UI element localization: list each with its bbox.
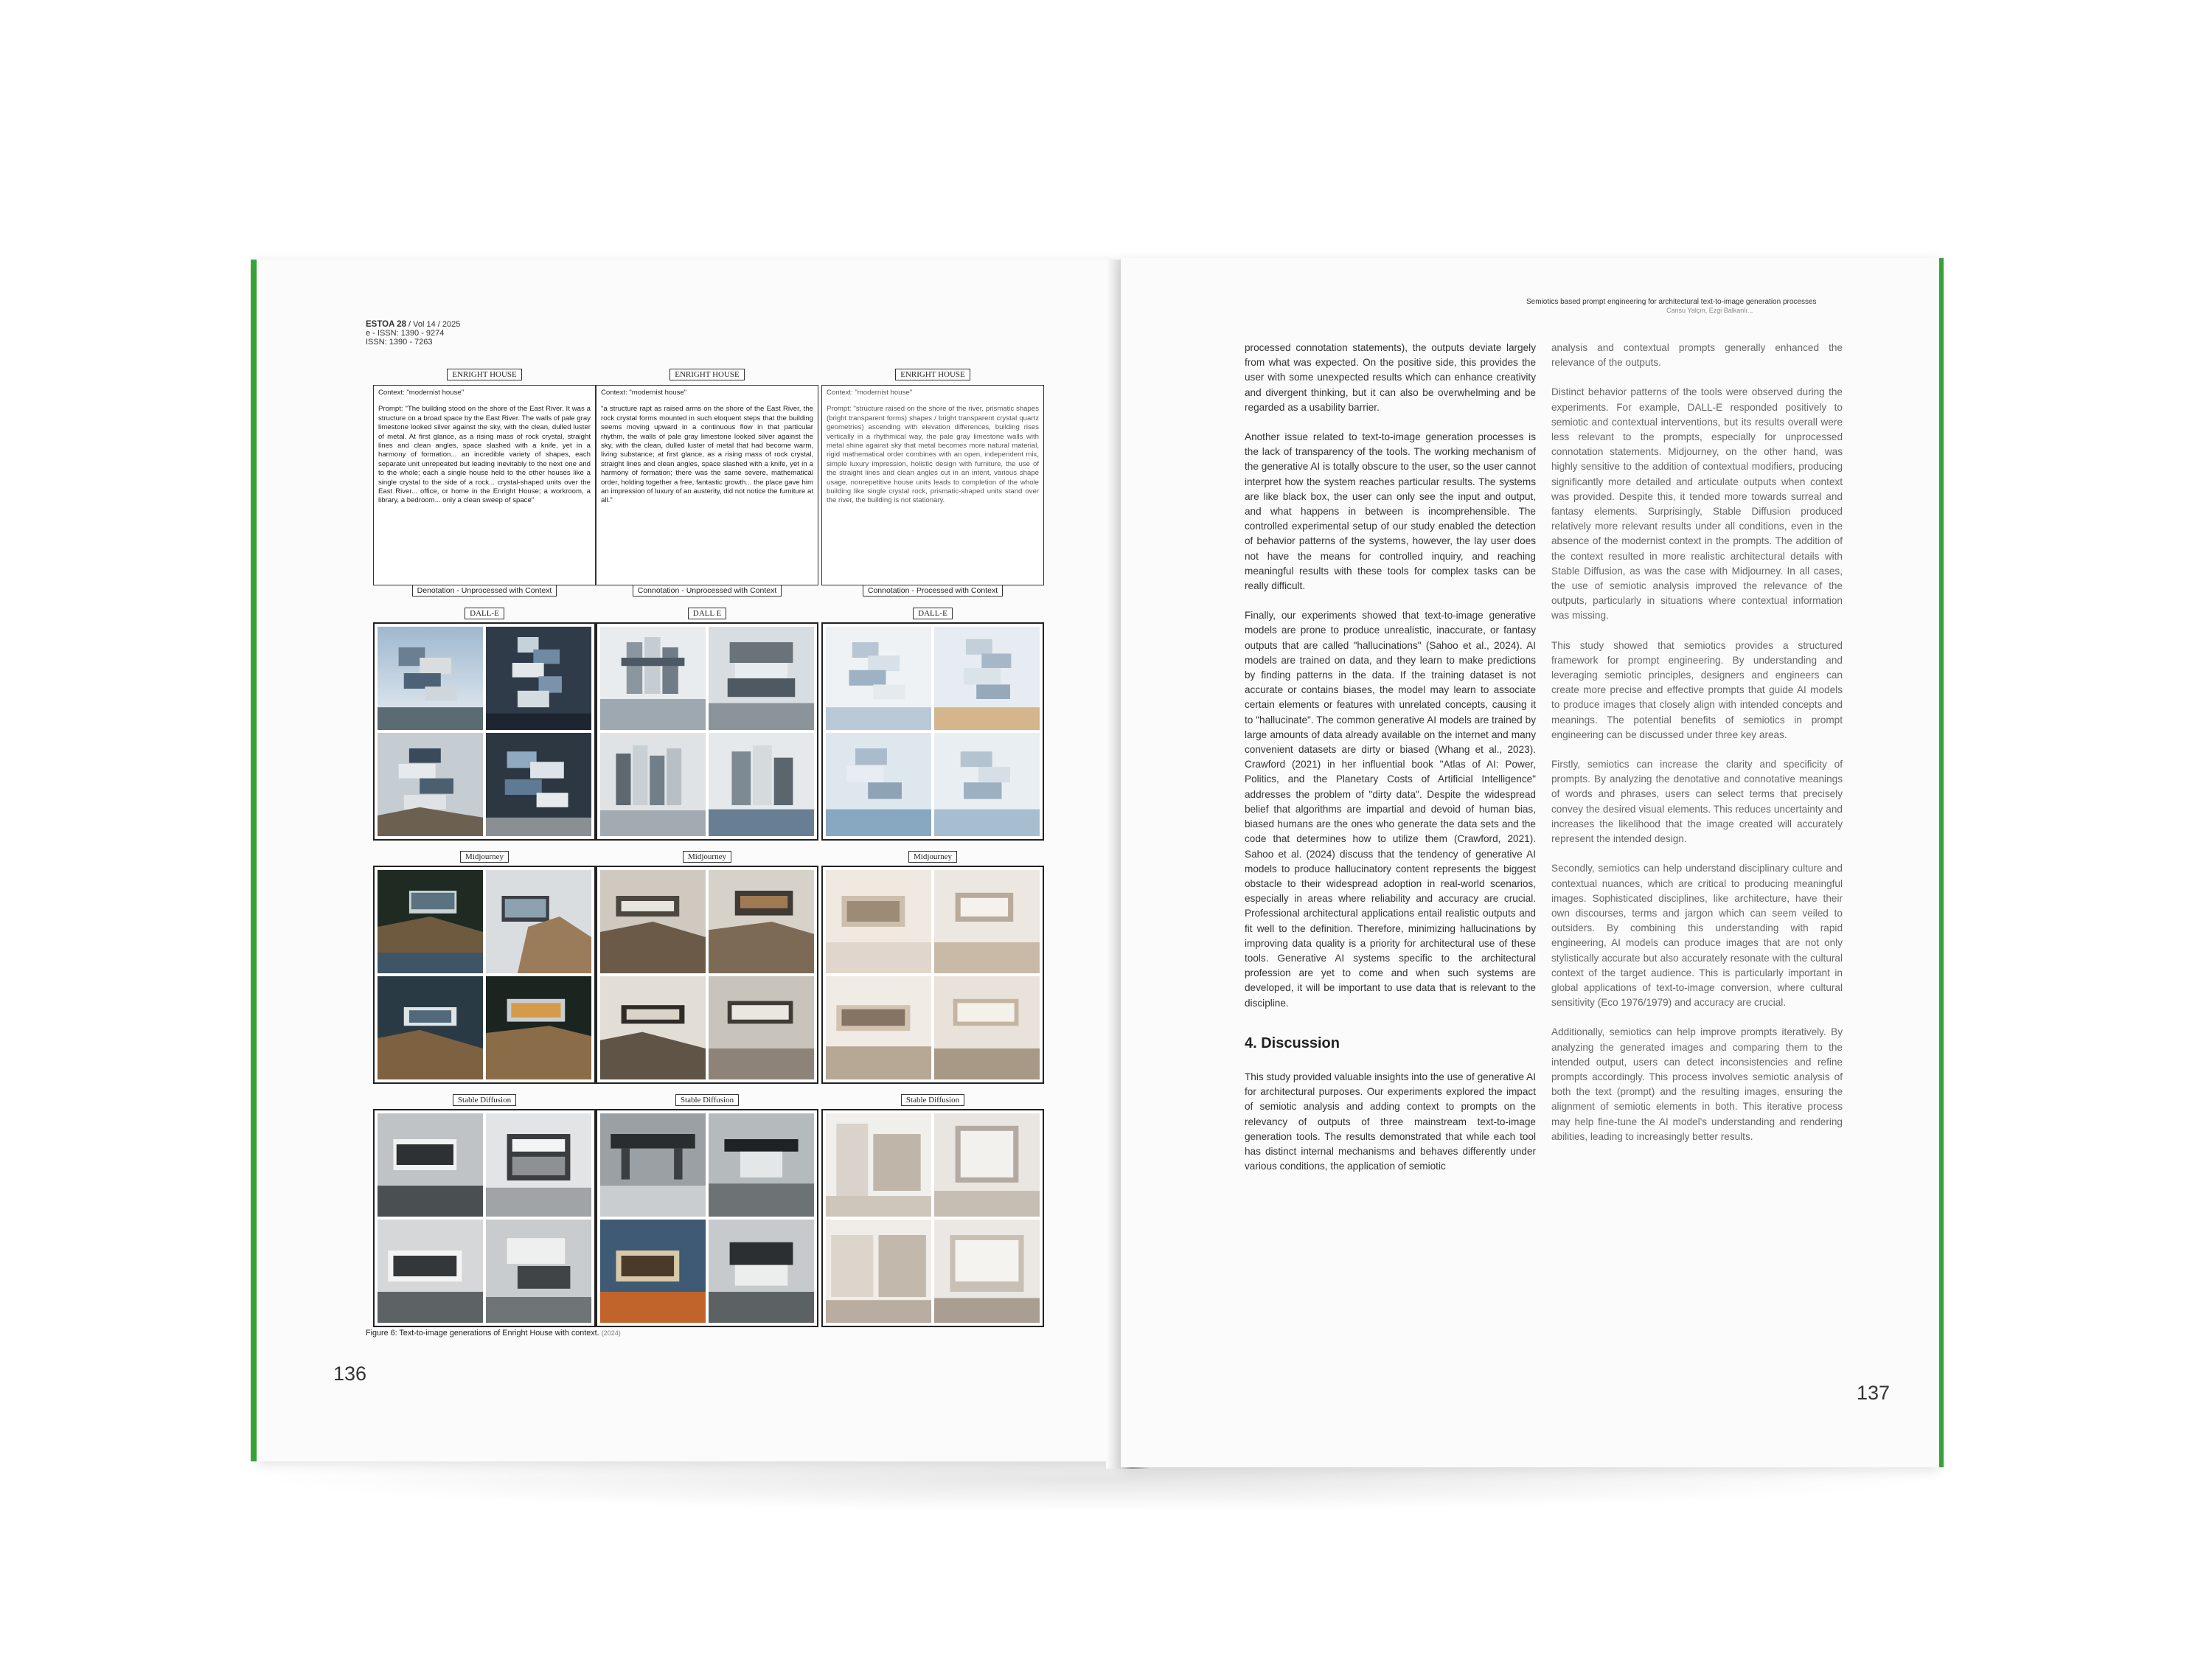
image-grid-stable-diffusion [821, 1109, 1044, 1327]
tool-label-stable-diffusion: Stable Diffusion [901, 1094, 964, 1106]
journal-volume: / Vol 14 / 2025 [406, 320, 461, 329]
condition-label: Connotation - Processed with Context [863, 585, 1003, 597]
generated-image [378, 733, 483, 836]
prompt-text: Prompt: "structure raised on the shore of the river, prismatic shapes (bright transparent forms) shapes / bright transparent crystal quartz geometries) ascending with elevation differences, building rises vertically in a rhythmical way, the pale gray limestone walls with metal shine against sky that metal becomes more natural material, rigid mathematical order combines with an open, independent mix, simple luxury impression, holistic design with furniture, the use of the straight lines and clean angles cut in an intent, various shape usage, nonrepetitive house units leads to completion of the whole building like single crystal rock, prismatic-shaped units stand over the river, the building is not stationary. [827, 405, 1039, 505]
paragraph: processed connotation statements), the outputs deviate largely from what was expected. On the positive side, this provides the user with some unexpected results which can enhance creativity and divergent thinking, but it can also be overwhelming and be regarded as a usability barrier. [1245, 342, 1536, 413]
generated-image [934, 976, 1040, 1079]
generated-image [378, 976, 483, 1079]
paragraph: analysis and contextual prompts generally enhanced the relevance of the outputs. [1551, 342, 1843, 369]
generated-image [826, 1220, 931, 1323]
generated-image [934, 733, 1040, 836]
page-number-left: 136 [333, 1363, 367, 1385]
generated-image [709, 627, 814, 730]
generated-image [826, 870, 931, 973]
generated-image [709, 976, 814, 1079]
generated-image [486, 1113, 591, 1217]
generated-image [600, 1220, 706, 1323]
tool-label-stable-diffusion: Stable Diffusion [453, 1094, 516, 1106]
paragraph: Distinct behavior patterns of the tools were observed during the experiments. For example, DALL-E responded positively to semiotic and contextual interventions, but its results overall were less relevant to the prompts, especially for unprocessed connotation statements. Midjourney, on the other hand, was highly sensitive to the addition of contextual modifiers, producing significantly more detailed and articulate outputs when context was provided. Despite this, it tended more towards surreal and fantasy elements. Surprisingly, Stable Diffusion produced relatively more relevant results under all conditions, even in the absence of the modernist context in the prompts. The addition of the context resulted in more realistic architectural details with Stable Diffusion, as was the case with Midjourney. In all cases, the use of semiotic analysis improved the relevance of the outputs, particularly in situations where contextual information was missing. [1551, 386, 1843, 622]
journal-eissn: e - ISSN: 1390 - 9274 [366, 329, 445, 338]
tool-label-dalle: DALL E [688, 608, 726, 619]
section-heading: 4. Discussion [1245, 1034, 1340, 1051]
condition-label: Denotation - Unprocessed with Context [412, 585, 557, 597]
generated-image [600, 627, 706, 730]
generated-image [934, 627, 1040, 730]
journal-name: ESTOA 28 [366, 320, 406, 329]
generated-image [709, 1113, 814, 1217]
paragraph: Additionally, semiotics can help improve prompts iteratively. By analyzing the generated images and comparing them to the intended output, users can detect inconsistencies and refine prompts accordingly. This process involves semiotic analysis of both the text (prompt) and the resulting images, ensuring the alignment of semiotic elements in both. This iterative process may help fine-tune the AI model's understanding and rendering abilities, leading to increasingly better results. [1551, 1026, 1843, 1142]
text-column-left [1245, 341, 1536, 1189]
right-page [1121, 258, 1939, 1467]
generated-image [709, 733, 814, 836]
tool-label-stable-diffusion: Stable Diffusion [675, 1094, 739, 1106]
generated-image [378, 1220, 483, 1323]
figure-caption-text: Figure 6: Text-to-image generations of Enright House with context. [366, 1329, 599, 1338]
running-subhead: Cansu Yalçın, Ezgi Balkanlı... [1666, 307, 1753, 314]
paragraph: Another issue related to text-to-image generation processes is the lack of transparency of the tools. The working mechanism of the generative AI is totally obscure to the user, so the user cannot interpret how the system reaches particular results. The systems are like black box, the user can only see the input and output, and what happens in between is incomprehensible. The controlled experimental setup of our study enabled the detection of behavior patterns of the systems, however, the lay user does not have the means for controlled inquiry, and reaching meaningful results with these tools for complex tasks can be really difficult. [1245, 431, 1536, 592]
prompt-text: "a structure rapt as raised arms on the shore of the East River, the rock crystal forms mounted in such eloquent steps that the building seems moving upward in a continuous flow in that particular rhythm, the walls of pale gray limestone looked silver against the sky, with the clean, dulled luster of metal that had become warm, living substance; at first glance, as a rising mass of rock crystal, straight lines and clean angles, space slashed with a knife, yet in a harmony of formation; there was the same severe, mathematical order, holding together a free, fantastic growth... the place gave him an impression of luxury of an austerity, did not notice the furniture at all." [601, 405, 813, 505]
generated-image [378, 870, 483, 973]
generated-image [826, 733, 931, 836]
prompt-context: Context: "modernist house" [827, 389, 913, 397]
generated-image [934, 1113, 1040, 1217]
generated-image [378, 627, 483, 730]
figure-column-3 [821, 369, 1044, 1327]
generated-image [826, 1113, 931, 1217]
generated-image [378, 1113, 483, 1217]
prompt-text: Prompt: "The building stood on the shore of the East River. It was a structure on a broad space by the East River. The walls of pale gray limestone looked silver against the sky, with the clean, dulled luster of metal. At first glance, as a rising mass of rock crystal, straight lines and clean angles, space slashed with a knife, yet in a harmony of formation... an incredible variety of shapes, each separate unit unrepeated but leading inevitably to the next one and to the whole; each a single house held to the other houses like a single crystal to the side of a rock... crystal-shaped units over the East River... office, or home in the Enright House; a workroom, a library, a bedroom... only a clean sweep of space" [378, 405, 591, 505]
image-grid-midjourney [596, 866, 818, 1084]
prompt-context: Context: "modernist house" [378, 389, 465, 397]
generated-image [709, 1220, 814, 1323]
generated-image [486, 627, 591, 730]
image-grid-stable-diffusion [596, 1109, 818, 1327]
image-grid-dalle [373, 622, 596, 841]
paragraph: Secondly, semiotics can help understand disciplinary culture and contextual nuances, which are critical to producing meaningful images. Sophisticated disciplines, like architecture, have their own discourses, terms and jargon which can seem veiled to outsiders. By combining this understanding with rapid engineering, AI models can produce images that are not only stylistically accurate but also accurately resonate with the cultural context of the target audience. This is particularly important in global applications of text-to-image conversion, where cultural sensitivity (Eco 1976/1979) and accuracy are crucial. [1551, 863, 1843, 1009]
paragraph: Firstly, semiotics can increase the clarity and specificity of prompts. By analyzing the denotative and connotative meanings of words and phrases, users can select terms that precisely convey the desired visual elements. This reduces uncertainty and increases the likelihood that the image created will accurately represent the intended design. [1551, 759, 1843, 845]
page-number-right: 137 [1857, 1382, 1891, 1404]
generated-image [600, 976, 706, 1079]
generated-image [709, 870, 814, 973]
generated-image [600, 870, 706, 973]
figure-column-1 [373, 369, 596, 1327]
prompt-box [596, 385, 818, 585]
figure-caption-note: (2024) [601, 1329, 621, 1337]
figure-caption [366, 1329, 621, 1338]
left-page [257, 260, 1121, 1461]
running-head: Semiotics based prompt engineering for architectural text-to-image generation processes [1526, 298, 1817, 306]
tool-label-midjourney: Midjourney [460, 851, 509, 863]
image-grid-midjourney [373, 866, 596, 1084]
generated-image [600, 733, 706, 836]
paragraph: This study showed that semiotics provides a structured framework for prompt engineering. By understanding and leveraging semiotic principles, designers and engineers can create more precise and effective prompts that guide AI models to produce images that closely align with intended concepts and meanings. The potential benefits of semiotics in prompt engineering can be discussed under three key areas. [1551, 639, 1843, 740]
text-column-right [1551, 341, 1843, 1159]
column-title: ENRIGHT HOUSE [895, 369, 970, 380]
journal-issn: ISSN: 1390 - 7263 [366, 338, 433, 347]
paragraph: This study provided valuable insights into the use of generative AI for architectural purposes. Our experiments explored the impact of semiotic analysis and adding context to prompts on the relevancy of outputs of three mainstream text-to-image generation tools. The results demonstrated that while each tool has distinct internal mechanisms and behaves differently under various conditions, the application of semiotic [1245, 1071, 1536, 1172]
tool-label-dalle: DALL-E [465, 608, 504, 619]
tool-label-midjourney: Midjourney [908, 851, 957, 863]
generated-image [600, 1113, 706, 1217]
generated-image [486, 870, 591, 973]
journal-info [366, 320, 513, 347]
prompt-box [821, 385, 1044, 585]
image-grid-midjourney [821, 866, 1044, 1084]
generated-image [826, 627, 931, 730]
generated-image [934, 1220, 1040, 1323]
image-grid-dalle [821, 622, 1044, 841]
generated-image [486, 1220, 591, 1323]
generated-image [486, 976, 591, 1079]
column-title: ENRIGHT HOUSE [447, 369, 522, 380]
tool-label-dalle: DALL-E [913, 608, 953, 619]
paragraph: Finally, our experiments showed that text-to-image generative models are prone to produce unrealistic, inaccurate, or fantasy outputs that are called "hallucinations" (Sahoo et al., 2024). AI models are trained on data, and they learn to make predictions by finding patterns in the data. If the training dataset is not accurate or contains biases, the model may learn to associate certain elements or features with unrelated concepts, causing it to "hallucinate". The common generative AI models are trained by large amounts of data already available on the internet and many convenient datasets are dirty or biased (Whang et al., 2023). Crawford (2021) in her influential book "Atlas of AI: Power, Politics, and the Planetary Costs of Artificial Intelligence" addresses the problem of "dirty data". Despite the widespread belief that algorithms are impartial and devoid of human bias, biased humans are the ones who generate the data sets and the code that determines how to utilize them (Crawford, 2021). Sahoo et al. (2024) discuss that the tendency of generative AI models to produce hallucinatory content represents the biggest obstacle to their widespread adoption in real-world scenarios, especially in areas where reliability and accuracy are crucial. Professional architectural applications entail realistic outputs and fit well to the definition. Therefore, minimizing hallucinations by improving data quality is a priority for architectural use of these tools. Generative AI systems specific to the architectural profession are yet to come and when such systems are developed, it will be important to use data that is relevant to the discipline. [1245, 610, 1536, 1009]
prompt-box [373, 385, 596, 585]
figure-column-2 [596, 369, 818, 1327]
generated-image [826, 976, 931, 1079]
image-grid-stable-diffusion [373, 1109, 596, 1327]
tool-label-midjourney: Midjourney [683, 851, 731, 863]
column-title: ENRIGHT HOUSE [669, 369, 745, 380]
condition-label: Connotation - Unprocessed with Context [633, 585, 782, 597]
generated-image [934, 870, 1040, 973]
prompt-context: Context: "modernist house" [601, 389, 687, 397]
generated-image [486, 733, 591, 836]
image-grid-dalle [596, 622, 818, 841]
